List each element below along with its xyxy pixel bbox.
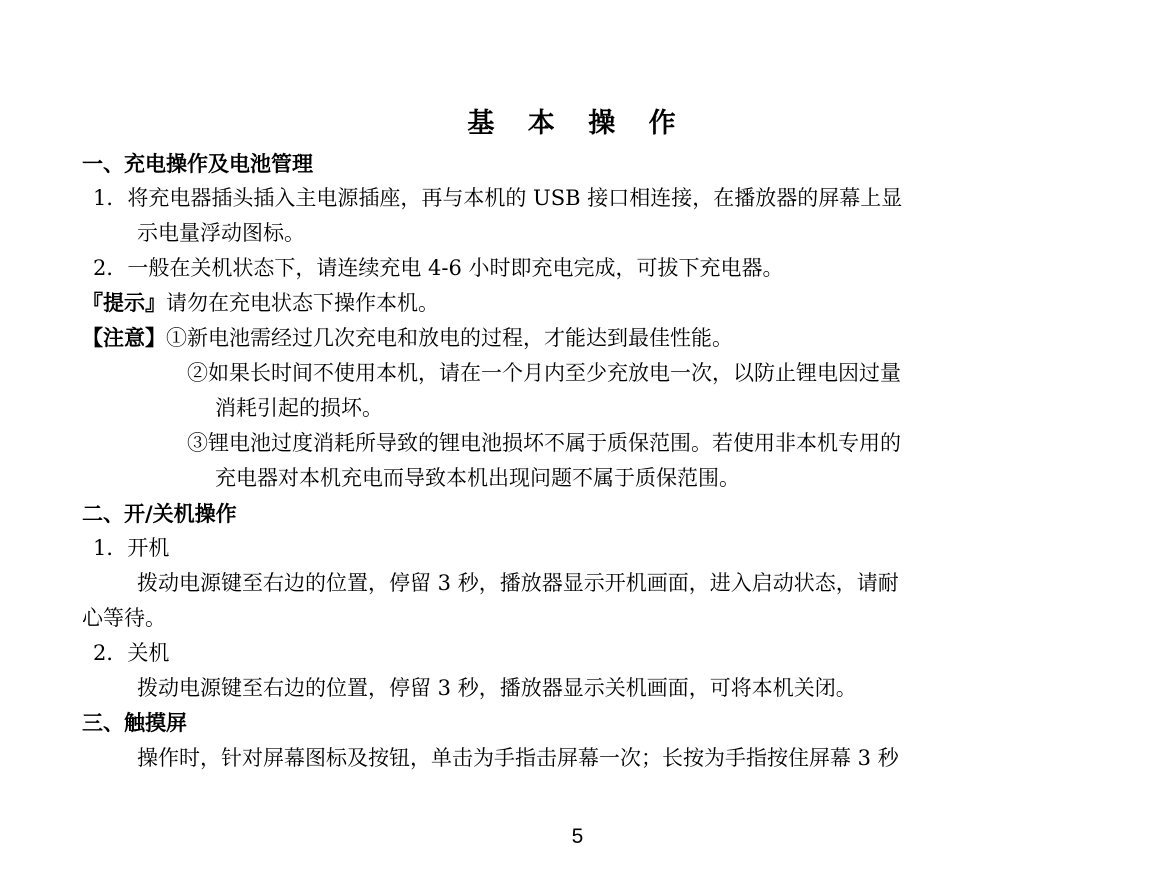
page-number: 5 <box>571 825 584 848</box>
tip-label: 『提示』 <box>82 291 166 315</box>
section-heading-power: 二、开/关机操作 <box>82 502 237 526</box>
power-on-title: 1．开机 <box>93 536 170 560</box>
note-label: 【注意】 <box>82 326 166 350</box>
note-item-3-line-2: 充电器对本机充电而导致本机出现问题不属于质保范围。 <box>215 466 740 490</box>
note-item-3-line-1: ③锂电池过度消耗所导致的锂电池损坏不属于质保范围。若使用非本机专用的 <box>187 431 901 455</box>
power-on-text-line-2: 心等待。 <box>82 606 166 630</box>
note-paragraph <box>82 321 733 355</box>
charging-step-1-line-2: 示电量浮动图标。 <box>137 221 305 245</box>
power-off-title: 2．关机 <box>93 641 170 665</box>
tip-text: 请勿在充电状态下操作本机。 <box>166 291 439 315</box>
note-item-1: ①新电池需经过几次充电和放电的过程，才能达到最佳性能。 <box>166 326 733 350</box>
note-item-2-line-1: ②如果长时间不使用本机，请在一个月内至少充放电一次，以防止锂电因过量 <box>187 361 901 385</box>
charging-step-2: 2．一般在关机状态下，请连续充电 4-6 小时即充电完成，可拔下充电器。 <box>93 256 784 280</box>
tip-paragraph <box>82 286 439 320</box>
section-heading-charging: 一、充电操作及电池管理 <box>82 152 313 176</box>
power-on-text-line-1: 拨动电源键至右边的位置，停留 3 秒，播放器显示开机画面，进入启动状态，请耐 <box>137 571 899 595</box>
charging-step-1-line-1: 1．将充电器插头插入主电源插座，再与本机的 USB 接口相连接，在播放器的屏幕上显 <box>93 186 903 210</box>
section-heading-touchscreen: 三、触摸屏 <box>82 711 187 735</box>
note-item-2-line-2: 消耗引起的损坏。 <box>215 396 383 420</box>
touchscreen-text: 操作时，针对屏幕图标及按钮，单击为手指击屏幕一次；长按为手指按住屏幕 3 秒 <box>137 746 899 770</box>
power-off-text: 拨动电源键至右边的位置，停留 3 秒，播放器显示关机画面，可将本机关闭。 <box>137 676 857 700</box>
page-title: 基 本 操 作 <box>467 108 688 139</box>
